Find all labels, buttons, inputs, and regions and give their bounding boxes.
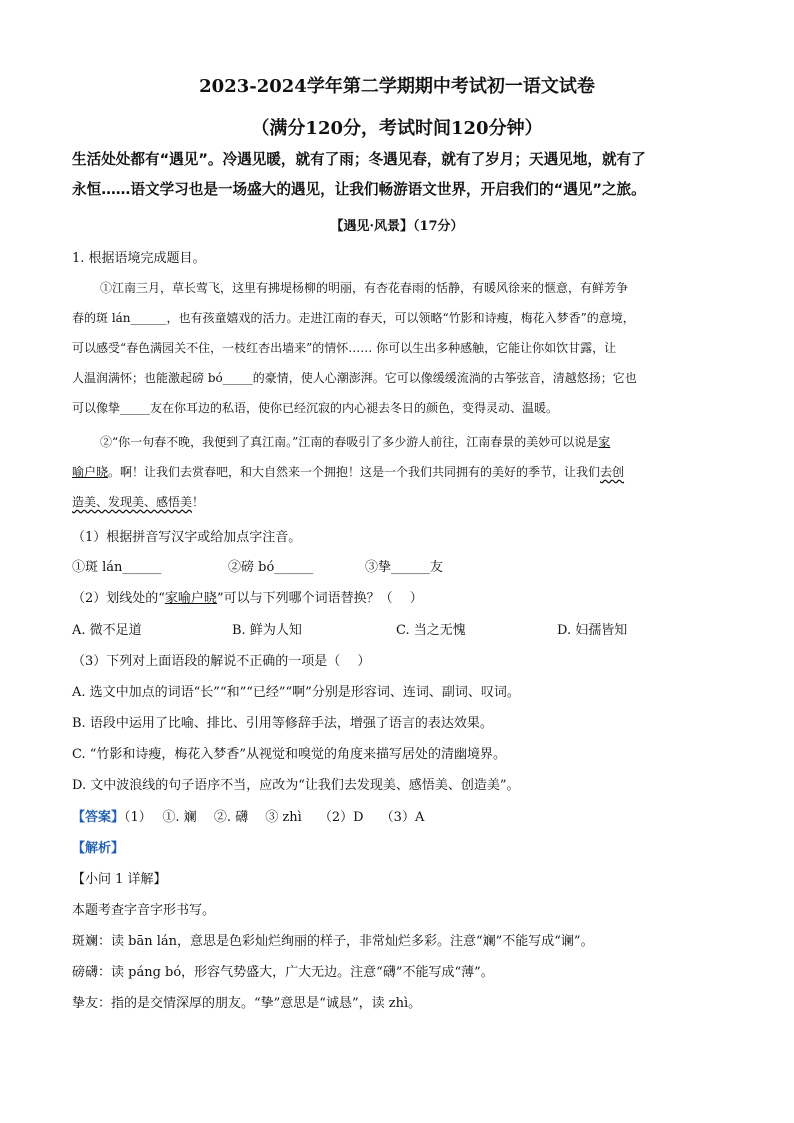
intro-line-2: 永恒……语文学习也是一场盛大的遇见，让我们畅游语文世界，开启我们的“遇见”之旅。 [72,181,646,198]
sub2-text: （2）划线处的“ [72,591,165,606]
sub2-option-b: B. 鲜为人知 [232,623,302,638]
explanation-line-2: 斑斓：读 bān lán，意思是色彩灿烂绚丽的样子，非常灿烂多彩。注意“斓”不能写成“谰”。 [72,934,594,949]
page-title: 2023-2024学年第二学期期中考试初一语文试卷 [199,76,595,97]
sub2-option-d: D. 妇孺皆知 [557,623,628,638]
sub1-item-a: ①斑 lán______ [72,560,162,575]
passage-1-line-4: 人温润满怀；也能激起磅 bó_____的豪情，使人心潮澎湃。它可以像缓缓流淌的古筝弦音，清越悠扬；它也 [72,371,637,385]
wavy-underlined-sentence: 造美、发现美、感悟美 [72,495,193,509]
analysis-line [72,837,124,856]
passage-2-text: ②“你一句春不晚，我便到了真江南。”江南的春吸引了多少游人前往，江南春景的美妙可以说是 [100,435,599,449]
sub-question-3: （3）下列对上面语段的解说不正确的一项是（ ） [72,654,371,669]
analysis-tag: 【解析】 [72,841,125,856]
explanation-line-3: 磅礴：读 páng bó，形容气势盛大，广大无边。注意“礴”不能写成“薄”。 [72,965,494,980]
underlined-phrase: 喻户晓 [72,465,109,479]
answer-text: （1） ①. 斓 ②. 礴 ③ zhì （2）D （3）A [124,810,425,825]
question-stem: 1. 根据语境完成题目。 [72,251,206,266]
section-title: 【遇见·风景】（17分） [330,219,464,234]
sub2-underlined: 家喻户晓 [164,591,217,606]
sub1-item-c: ③挚______友 [365,560,444,575]
passage-2-text: ！ [192,495,205,509]
passage-1-line-3: 可以感受“春色满园关不住，一枝红杏出墙来”的情怀…… 你可以生出多种感触，它能让你如饮甘露，让 [72,341,617,355]
passage-1-line-1: ①江南三月，草长莺飞，这里有拂堤杨柳的明丽，有杏花春雨的恬静，有暖风徐来的惬意，有鲜芳争 [100,281,629,295]
underlined-phrase: 家 [598,435,611,449]
passage-1-line-2: 春的斑 lán______，也有孩童嬉戏的活力。走进江南的春天，可以领略“竹影和诗瘦，梅花入梦香”的意境， [72,311,635,325]
answer-tag: 【答案】 [72,810,125,825]
sub3-option-a: A. 选文中加点的词语“长”“和”“已经”“啊”分别是形容词、连词、副词、叹词。 [72,685,520,700]
sub3-option-d: D. 文中波浪线的句子语序不当，应改为“让我们去发现美、感悟美、创造美”。 [72,778,520,793]
sub1-item-b: ②磅 bó______ [228,560,314,575]
sub3-option-c: C. “竹影和诗瘦，梅花入梦香”从视觉和嗅觉的角度来描写居处的清幽境界。 [72,747,507,762]
explanation-line-4: 挚友：指的是交情深厚的朋友。“挚”意思是“诚恳”，读 zhì。 [72,996,422,1011]
answer-line [72,806,424,825]
passage-2-text: 。啊！让我们去赏春吧，和大自然来一个拥抱！这是一个我们共同拥有的美好的季节，让我们 [108,465,601,479]
passage-2-line-3 [72,493,204,510]
wavy-underlined-sentence: 去创 [600,465,625,479]
sub2-option-a: A. 微不足道 [72,623,142,638]
sub2-text: ”可以与下列哪个词语替换？（ ） [216,591,423,606]
passage-1-line-5: 可以像挚_____友在你耳边的私语，使你已经沉寂的内心褪去冬日的颜色，变得灵动、温暖。 [72,401,559,415]
page-subtitle: （满分120分，考试时间120分钟） [251,118,543,139]
detail-title: 【小问 1 详解】 [72,872,167,887]
sub3-option-b: B. 语段中运用了比喻、排比、引用等修辞手法，增强了语言的表达效果。 [72,716,493,731]
sub-question-1: （1）根据拼音写汉字或给加点字注音。 [72,530,302,545]
passage-2-line-1 [100,433,610,450]
explanation-line-1: 本题考查字音字形书写。 [72,903,216,918]
sub2-option-c: C. 当之无愧 [396,623,466,638]
intro-line-1: 生活处处都有“遇见”。冷遇见暖，就有了雨；冬遇见春，就有了岁月；天遇见地，就有了 [72,151,646,168]
passage-2-line-2 [72,463,624,480]
sub-question-2 [72,587,423,606]
